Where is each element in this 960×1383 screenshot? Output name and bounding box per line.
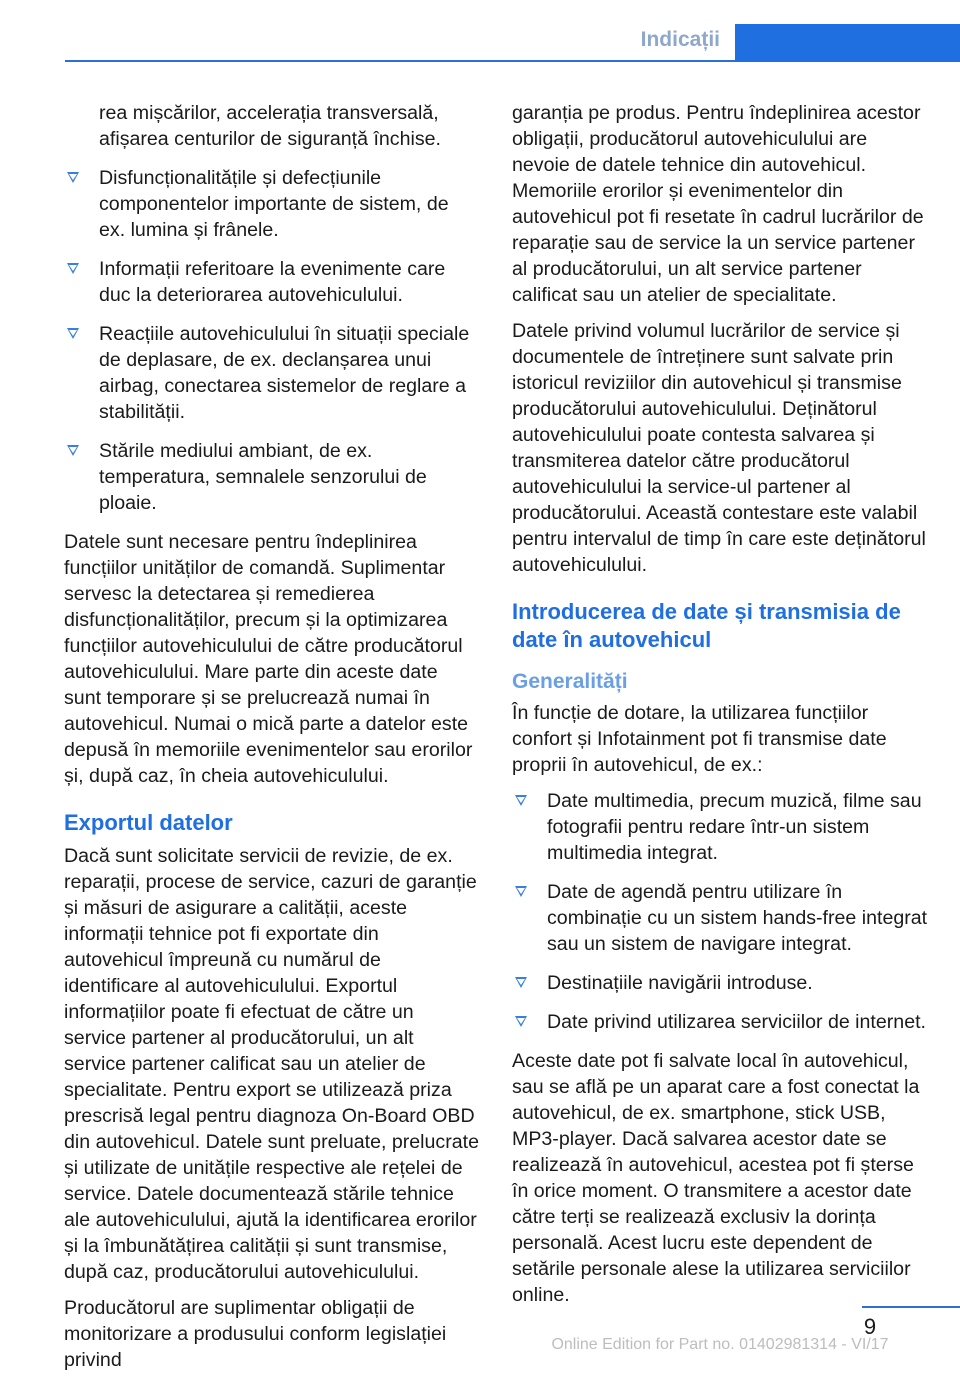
body-paragraph: Datele privind volumul lucrărilor de service și documentele de întreținere sunt salvate prin istoricul reviziilor din autovehicul și transmise producătorului autovehiculului. Deținătorul autovehiculului poate contesta salvarea și transmiterea datelor către producătorul autovehiculului la service-ul partener al producătorului. Această contestare este valabil pentru intervalul de timp în care este deținătorul autovehiculului. xyxy=(512,320,926,576)
body-paragraph: garanția pe produs. Pentru îndeplinirea acestor obligații, producătorul autovehiculului are nevoie de datele tehnice din autovehicul. Memoriile erorilor și evenimentelor din autovehicul pot fi resetate în cadrul lucrărilor de reparație sau de service la un service partener al producătorului, un alt service partener calificat sau un atelier de specialitate. xyxy=(512,102,924,306)
triangle-bullet-icon xyxy=(515,795,527,806)
list-item-text: Destinațiile navigării introduse. xyxy=(547,972,813,994)
header-accent-bar xyxy=(735,24,960,62)
list-item xyxy=(64,438,480,516)
body-paragraph: În funcție de dotare, la utilizarea funcțiilor confort și Infotainment pot fi transmise date proprii în autovehicul, de ex.: xyxy=(512,702,887,776)
list-item xyxy=(512,879,928,957)
list-item xyxy=(512,1009,928,1035)
section-heading: Exportul datelor xyxy=(64,810,233,835)
list-item-text: Disfuncționalitățile și defecțiunile componentelor importante de sistem, de ex. lumina și frânele. xyxy=(99,167,449,241)
list-item-text: Date de agendă pentru utilizare în combinație cu un sistem hands-free integrat sau un sistem de navigare integrat. xyxy=(547,881,928,955)
list-item xyxy=(512,970,928,996)
bullet-continuation: rea mișcărilor, accelerația transversală, afișarea centurilor de siguranță închise. xyxy=(99,102,441,150)
body-paragraph: Datele sunt necesare pentru îndeplinirea funcțiilor unităților de comandă. Suplimentar servesc la detectarea și remedierea disfuncționalităților, precum și la optimizarea funcțiilor autovehiculului de către producătorul autovehiculului. Mare parte din aceste date sunt temporare și se prelucrează numai în autovehicul. Numai o mică parte a datelor este depusă în memoriile evenimentelor sau erorilor și, după caz, în cheia autovehiculului. xyxy=(64,531,473,787)
triangle-bullet-icon xyxy=(67,328,79,339)
left-column xyxy=(64,100,480,1383)
list-item-text: Date privind utilizarea serviciilor de internet. xyxy=(547,1011,926,1033)
subsection-heading: Generalități xyxy=(512,670,628,693)
triangle-bullet-icon xyxy=(67,172,79,183)
page-number: 9 xyxy=(863,1314,877,1339)
body-paragraph: Aceste date pot fi salvate local în autovehicul, sau se află pe un aparat care a fost conectat la autovehicul, de ex. smartphone, stick USB, MP3-player. Dacă salvarea acestor date se realizează în autovehicul, acestea pot fi șterse în orice moment. O transmitere a acestor date către terți se realizează exclusiv la dorința personală. Acest lucru este dependent de setările personale alese la utilizarea serviciilor online. xyxy=(512,1050,920,1306)
header-rule xyxy=(65,60,735,62)
list-item xyxy=(64,256,480,308)
list-item-text: Informații referitoare la evenimente care duc la deteriorarea autovehiculului. xyxy=(99,258,446,306)
section-title: Indicații xyxy=(640,28,720,51)
body-paragraph: Producătorul are suplimentar obligații de monitorizare a produsului conform legislației privind xyxy=(64,1297,447,1371)
footer-rule xyxy=(862,1306,960,1308)
list-item xyxy=(512,788,928,866)
right-column xyxy=(512,100,928,1318)
section-heading: Introducerea de date și transmisia de date în autovehicul xyxy=(512,599,901,652)
triangle-bullet-icon xyxy=(515,977,527,988)
triangle-bullet-icon xyxy=(67,445,79,456)
triangle-bullet-icon xyxy=(515,1016,527,1027)
list-item-text: Stările mediului ambiant, de ex. temperatura, semnalele senzorului de ploaie. xyxy=(99,440,427,514)
body-paragraph: Dacă sunt solicitate servicii de revizie, de ex. reparații, procese de service, cazuri de garanție și măsuri de asigurare a calității, aceste informații tehnice pot fi exportate din autovehicul împreună cu numărul de identificare al autovehiculului. Exportul informațiilor poate fi efectuat de către un service partener al producătorului, un alt service partener calificat sau un atelier de specialitate. Pentru export se utilizează priza prescrisă legal pentru diagnoza On-Board OBD din autovehicul. Datele sunt preluate, prelucrate și utilizate de unitățile respective ale rețelei de service. Datele documentează stările tehnice ale autovehiculului, ajută la identificarea erorilor și la îmbunătățirea calității și sunt transmise, după caz, producătorului autovehiculului. xyxy=(64,845,479,1283)
triangle-bullet-icon xyxy=(67,263,79,274)
list-item-text: Reacțiile autovehiculului în situații speciale de deplasare, de ex. declanșarea unui airbag, conectarea sistemelor de reglare a stabilității. xyxy=(99,323,470,423)
list-item xyxy=(64,321,480,425)
list-item-text: Date multimedia, precum muzică, filme sau fotografii pentru redare într-un sistem multimedia integrat. xyxy=(547,790,922,864)
list-item xyxy=(64,165,480,243)
edition-footer: Online Edition for Part no. 01402981314 - VI/17 xyxy=(551,1336,889,1353)
triangle-bullet-icon xyxy=(515,886,527,897)
